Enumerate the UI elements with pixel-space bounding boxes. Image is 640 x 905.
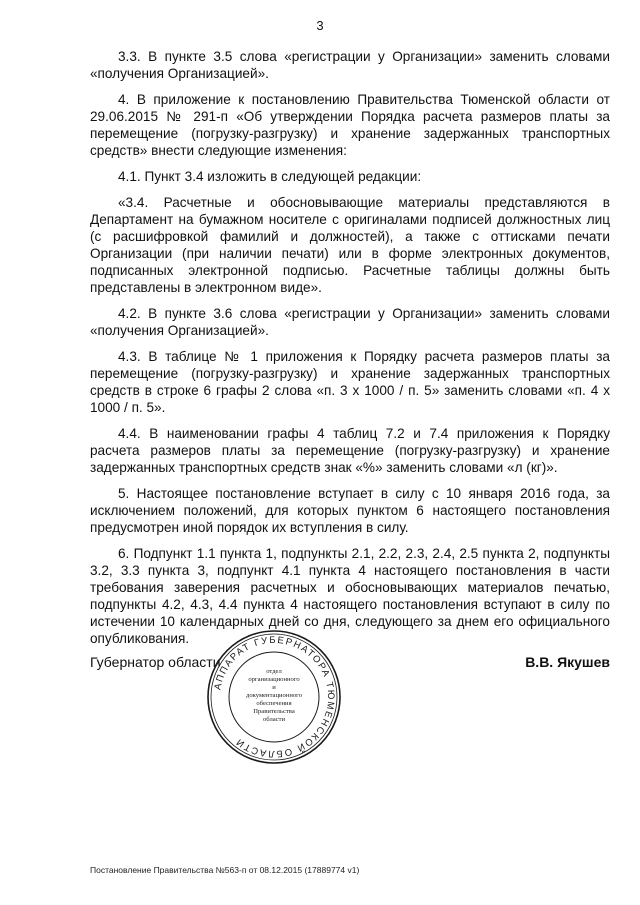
seal-center-line: области	[262, 716, 286, 723]
seal-center-line: Правительства	[253, 708, 295, 715]
paragraph-quote-3-4: «3.4. Расчетные и обосновывающие материалы представляются в Департамент на бумажном носителе с оригиналами подписей должностных лиц (с расшифровкой фамилий и должностей), а также с оттисками печати Организации (при наличии печати) или в форме электронных документов, подписанных электронной подписью. Расчетные таблицы должны быть представлены в электронном виде».	[90, 195, 610, 295]
seal-center-line: обеспечения	[256, 700, 292, 707]
signature-title: Губернатор области	[90, 654, 221, 670]
page-number: 3	[316, 18, 324, 33]
seal-ring-text: АППАРАТ ГУБЕРНАТОРА ТЮМЕНСКОЙ ОБЛАСТИ	[212, 634, 337, 760]
seal-center-line: и	[272, 684, 276, 691]
seal-graphic	[205, 628, 343, 766]
paragraph-4-4: 4.4. В наименовании графы 4 таблиц 7.2 и 7.4 приложения к Порядку расчета размеров платы за перемещение (погрузку-разгрузку) и хранение задержанных транспортных средств знак «%» заменить словами «л (кг)».	[90, 426, 610, 475]
document-footer: Постановление Правительства №563-п от 08.12.2015 (17889774 v1)	[90, 865, 360, 875]
seal-center-line: документационного	[245, 692, 303, 699]
signature-block	[90, 654, 610, 676]
seal-center-line: организационного	[248, 676, 300, 683]
signature-name: В.В. Якушев	[525, 654, 610, 670]
paragraph-4-3: 4.3. В таблице № 1 приложения к Порядку расчета размеров платы за перемещение (погрузку-разгрузку) и хранение задержанных транспортных средств в строке 6 графы 2 слова «п. 3 х 1000 / п. 5» заменить словами «п. 4 х 1000 / п. 5».	[90, 349, 610, 415]
paragraph-4: 4. В приложение к постановлению Правительства Тюменской области от 29.06.2015 № 291-п «Об утверждении Порядка расчета размеров платы за перемещение (погрузку-разгрузку) и хранение задержанных транспортных средств» внести следующие изменения:	[90, 92, 610, 158]
paragraph-3-3: 3.3. В пункте 3.5 слова «регистрации у Организации» заменить словами «получения Организацией».	[90, 49, 610, 81]
paragraph-6: 6. Подпункт 1.1 пункта 1, подпункты 2.1, 2.2, 2.3, 2.4, 2.5 пункта 2, подпункты 3.2, 3.3 пункта 3, подпункт 4.1 пункта 4 настоящего постановления в части требования заверения расчетных и обосновывающих материалов печатью, подпункты 4.2, 4.3, 4.4 пункта 4 настоящего постановления вступают в силу по истечении 10 календарных дней со дня, следующего за днем его официального опубликования.	[90, 546, 610, 646]
paragraph-5: 5. Настоящее постановление вступает в силу с 10 января 2016 года, за исключением положений, для которых пунктом 6 настоящего постановления предусмотрен иной порядок их вступления в силу.	[90, 486, 610, 535]
official-seal	[205, 628, 343, 766]
document-body	[90, 48, 610, 656]
seal-center-line: отдел	[266, 668, 282, 675]
paragraph-4-1: 4.1. Пункт 3.4 изложить в следующей редакции:	[118, 169, 422, 184]
paragraph-4-2: 4.2. В пункте 3.6 слова «регистрации у Организации» заменить словами «получения Организацией».	[90, 306, 610, 338]
